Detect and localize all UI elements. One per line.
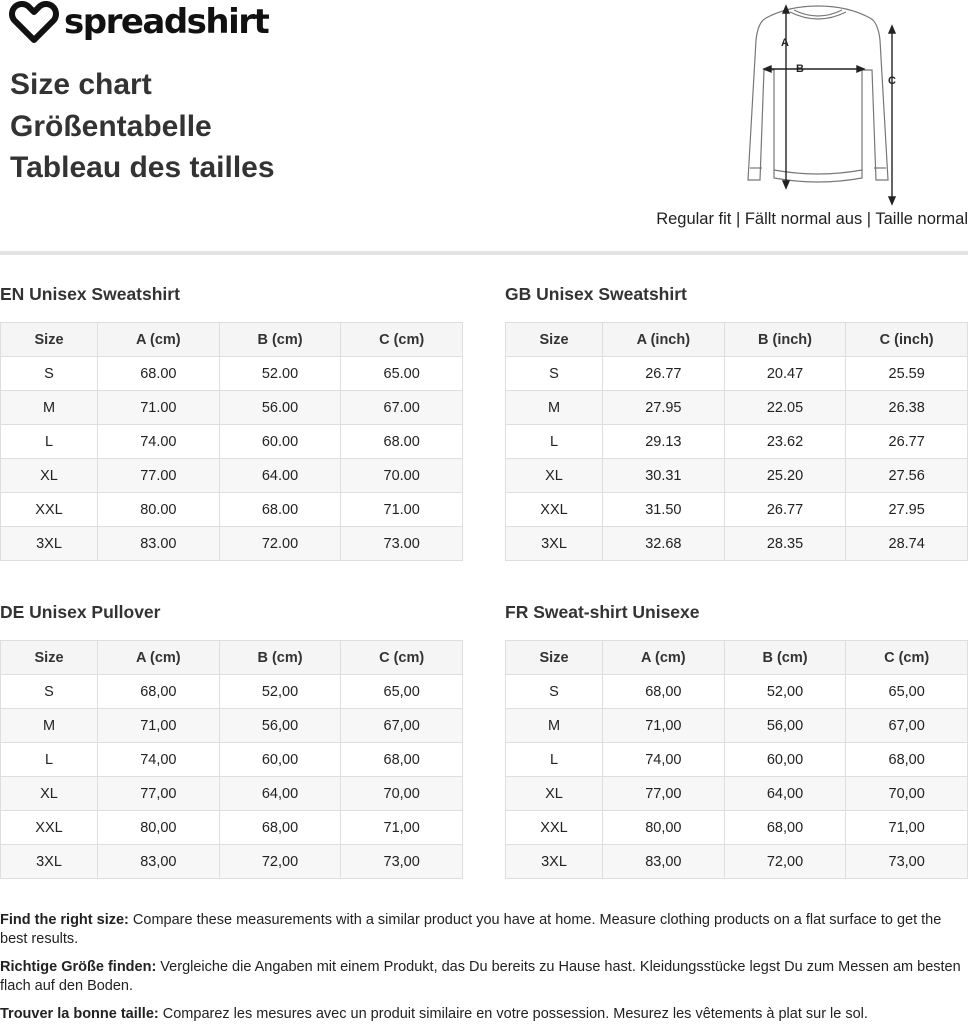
brand-logo — [8, 0, 268, 44]
sweatshirt-measurement-diagram — [728, 0, 908, 210]
table-en — [0, 282, 463, 561]
column-header: Size — [1, 323, 98, 357]
column-header: B (cm) — [724, 641, 846, 675]
measurement-cell: 74,00 — [603, 743, 725, 777]
measurement-cell: 73,00 — [341, 845, 463, 879]
measurement-cell: 83,00 — [98, 845, 220, 879]
measurement-cell: 29.13 — [603, 425, 725, 459]
measurement-cell: 71,00 — [846, 811, 968, 845]
size-table — [505, 322, 968, 561]
column-header: A (cm) — [98, 323, 220, 357]
measurement-cell: 52.00 — [219, 357, 341, 391]
table-row — [1, 743, 463, 777]
measurement-cell: 71.00 — [98, 391, 220, 425]
size-cell: L — [506, 743, 603, 777]
measurement-cell: 80,00 — [603, 811, 725, 845]
table-row — [506, 425, 968, 459]
table-title: EN Unisex Sweatshirt — [0, 284, 180, 304]
note-fr — [0, 1005, 968, 1024]
size-cell: M — [506, 709, 603, 743]
table-title: DE Unisex Pullover — [0, 602, 161, 622]
size-cell: XXL — [1, 811, 98, 845]
measurement-cell: 60,00 — [219, 743, 341, 777]
measurement-cell: 52,00 — [724, 675, 846, 709]
table-row — [506, 743, 968, 777]
table-fr — [505, 600, 968, 879]
column-header: Size — [1, 641, 98, 675]
column-header: Size — [506, 323, 603, 357]
table-row — [506, 811, 968, 845]
measurement-cell: 68,00 — [98, 675, 220, 709]
measurement-cell: 83,00 — [603, 845, 725, 879]
measurement-cell: 68,00 — [724, 811, 846, 845]
note-label: Richtige Größe finden: — [0, 959, 157, 975]
measurement-cell: 73.00 — [341, 527, 463, 561]
size-cell: XL — [1, 459, 98, 493]
table-row — [1, 527, 463, 561]
table-row — [506, 709, 968, 743]
table-row — [506, 527, 968, 561]
measurement-cell: 71,00 — [603, 709, 725, 743]
fit-label: Regular fit | Fällt normal aus | Taille normal — [656, 210, 968, 228]
table-row — [506, 391, 968, 425]
measurement-cell: 27.95 — [603, 391, 725, 425]
table-row — [506, 845, 968, 879]
size-cell: S — [506, 357, 603, 391]
note-de — [0, 958, 968, 996]
measurement-cell: 77,00 — [98, 777, 220, 811]
table-row — [506, 493, 968, 527]
measurement-cell: 64,00 — [724, 777, 846, 811]
measurement-cell: 70,00 — [341, 777, 463, 811]
title-de: Größentabelle — [10, 109, 212, 143]
measurement-cell: 26.77 — [724, 493, 846, 527]
table-row — [1, 675, 463, 709]
table-header-row — [506, 641, 968, 675]
measurement-cell: 77.00 — [98, 459, 220, 493]
table-row — [1, 709, 463, 743]
table-header-row — [1, 323, 463, 357]
label-b: B — [796, 63, 804, 75]
measurement-cell: 77,00 — [603, 777, 725, 811]
label-a: A — [781, 37, 789, 49]
size-cell: S — [506, 675, 603, 709]
measurement-cell: 74.00 — [98, 425, 220, 459]
size-table — [0, 322, 463, 561]
column-header: C (cm) — [341, 641, 463, 675]
note-en — [0, 911, 968, 949]
table-row — [506, 675, 968, 709]
measurement-cell: 20.47 — [724, 357, 846, 391]
measurement-cell: 80.00 — [98, 493, 220, 527]
measurement-cell: 25.59 — [846, 357, 968, 391]
size-cell: M — [506, 391, 603, 425]
divider — [0, 251, 968, 255]
heart-logo-icon — [8, 0, 60, 44]
size-cell: M — [1, 391, 98, 425]
column-header: A (cm) — [98, 641, 220, 675]
measurement-cell: 65,00 — [341, 675, 463, 709]
note-label: Trouver la bonne taille: — [0, 1006, 159, 1022]
table-title: FR Sweat-shirt Unisexe — [505, 602, 700, 622]
size-cell: 3XL — [506, 845, 603, 879]
note-label: Find the right size: — [0, 912, 129, 928]
table-row — [1, 811, 463, 845]
table-row — [506, 357, 968, 391]
measurement-cell: 70.00 — [341, 459, 463, 493]
size-cell: XXL — [506, 493, 603, 527]
measurement-cell: 27.95 — [846, 493, 968, 527]
measurement-cell: 68,00 — [341, 743, 463, 777]
size-cell: S — [1, 675, 98, 709]
measurement-cell: 68,00 — [846, 743, 968, 777]
measurement-cell: 56,00 — [724, 709, 846, 743]
measurement-cell: 73,00 — [846, 845, 968, 879]
page-titles — [10, 64, 275, 189]
table-row — [1, 459, 463, 493]
size-table — [505, 640, 968, 879]
table-gb — [505, 282, 968, 561]
column-header: B (cm) — [219, 641, 341, 675]
measurement-cell: 28.35 — [724, 527, 846, 561]
measurement-cell: 68,00 — [219, 811, 341, 845]
size-cell: L — [1, 743, 98, 777]
table-header-row — [1, 641, 463, 675]
measurement-cell: 64.00 — [219, 459, 341, 493]
measurement-cell: 23.62 — [724, 425, 846, 459]
measurement-cell: 71,00 — [98, 709, 220, 743]
size-cell: L — [1, 425, 98, 459]
size-cell: 3XL — [1, 845, 98, 879]
measurement-cell: 56,00 — [219, 709, 341, 743]
measurement-cell: 28.74 — [846, 527, 968, 561]
measurement-cell: 56.00 — [219, 391, 341, 425]
column-header: C (cm) — [341, 323, 463, 357]
sweatshirt-body-outline — [748, 6, 888, 182]
measurement-cell: 32.68 — [603, 527, 725, 561]
measurement-cell: 52,00 — [219, 675, 341, 709]
measurement-cell: 67,00 — [846, 709, 968, 743]
table-row — [1, 357, 463, 391]
measurement-cell: 67,00 — [341, 709, 463, 743]
measurement-cell: 72,00 — [724, 845, 846, 879]
table-row — [506, 777, 968, 811]
measurement-cell: 65.00 — [341, 357, 463, 391]
size-cell: XL — [506, 777, 603, 811]
table-row — [1, 493, 463, 527]
measurement-cell: 26.38 — [846, 391, 968, 425]
size-cell: M — [1, 709, 98, 743]
measurement-cell: 68,00 — [603, 675, 725, 709]
table-row — [1, 391, 463, 425]
measurement-cell: 27.56 — [846, 459, 968, 493]
measurement-cell: 25.20 — [724, 459, 846, 493]
note-text: Comparez les mesures avec un produit similaire en votre possession. Mesurez les vêtements à plat sur le sol. — [158, 1006, 868, 1022]
measurement-cell: 68.00 — [341, 425, 463, 459]
title-en: Size chart — [10, 68, 152, 101]
column-header: A (cm) — [603, 641, 725, 675]
column-header: Size — [506, 641, 603, 675]
brand-name: spreadshirt — [64, 2, 269, 42]
table-row — [1, 777, 463, 811]
measurement-cell: 72.00 — [219, 527, 341, 561]
measurement-cell: 26.77 — [603, 357, 725, 391]
measurement-cell: 72,00 — [219, 845, 341, 879]
title-fr: Tableau des tailles — [10, 151, 275, 184]
measurement-cell: 83.00 — [98, 527, 220, 561]
size-cell: XXL — [1, 493, 98, 527]
measurement-cell: 70,00 — [846, 777, 968, 811]
measurement-cell: 80,00 — [98, 811, 220, 845]
size-table — [0, 640, 463, 879]
size-notes — [0, 911, 968, 1024]
measurement-cell: 30.31 — [603, 459, 725, 493]
measurement-cell: 67.00 — [341, 391, 463, 425]
size-cell: 3XL — [506, 527, 603, 561]
size-cell: 3XL — [1, 527, 98, 561]
note-text: Compare these measurements with a similar product you have at home. Measure clothing products on a flat surface to get the best results. — [0, 912, 942, 947]
table-title: GB Unisex Sweatshirt — [505, 284, 687, 304]
column-header: B (cm) — [219, 323, 341, 357]
measurement-cell: 74,00 — [98, 743, 220, 777]
table-de — [0, 600, 463, 879]
column-header: C (cm) — [846, 641, 968, 675]
measurement-cell: 68.00 — [98, 357, 220, 391]
column-header: B (inch) — [724, 323, 846, 357]
measurement-cell: 65,00 — [846, 675, 968, 709]
measurement-cell: 64,00 — [219, 777, 341, 811]
size-cell: XL — [506, 459, 603, 493]
table-row — [1, 845, 463, 879]
measurement-cell: 22.05 — [724, 391, 846, 425]
measurement-cell: 68.00 — [219, 493, 341, 527]
measurement-cell: 26.77 — [846, 425, 968, 459]
measurement-cell: 60,00 — [724, 743, 846, 777]
measurement-cell: 60.00 — [219, 425, 341, 459]
table-header-row — [506, 323, 968, 357]
column-header: C (inch) — [846, 323, 968, 357]
size-cell: XXL — [506, 811, 603, 845]
table-row — [506, 459, 968, 493]
measurement-cell: 31.50 — [603, 493, 725, 527]
table-row — [1, 425, 463, 459]
measurement-cell: 71,00 — [341, 811, 463, 845]
size-cell: S — [1, 357, 98, 391]
column-header: A (inch) — [603, 323, 725, 357]
label-c: C — [888, 75, 896, 87]
measurement-cell: 71.00 — [341, 493, 463, 527]
size-cell: XL — [1, 777, 98, 811]
size-cell: L — [506, 425, 603, 459]
note-text: Vergleiche die Angaben mit einem Produkt, das Du bereits zu Hause hast. Kleidungsstücke legst Du zum Messen am besten flach auf den Boden. — [0, 959, 961, 994]
